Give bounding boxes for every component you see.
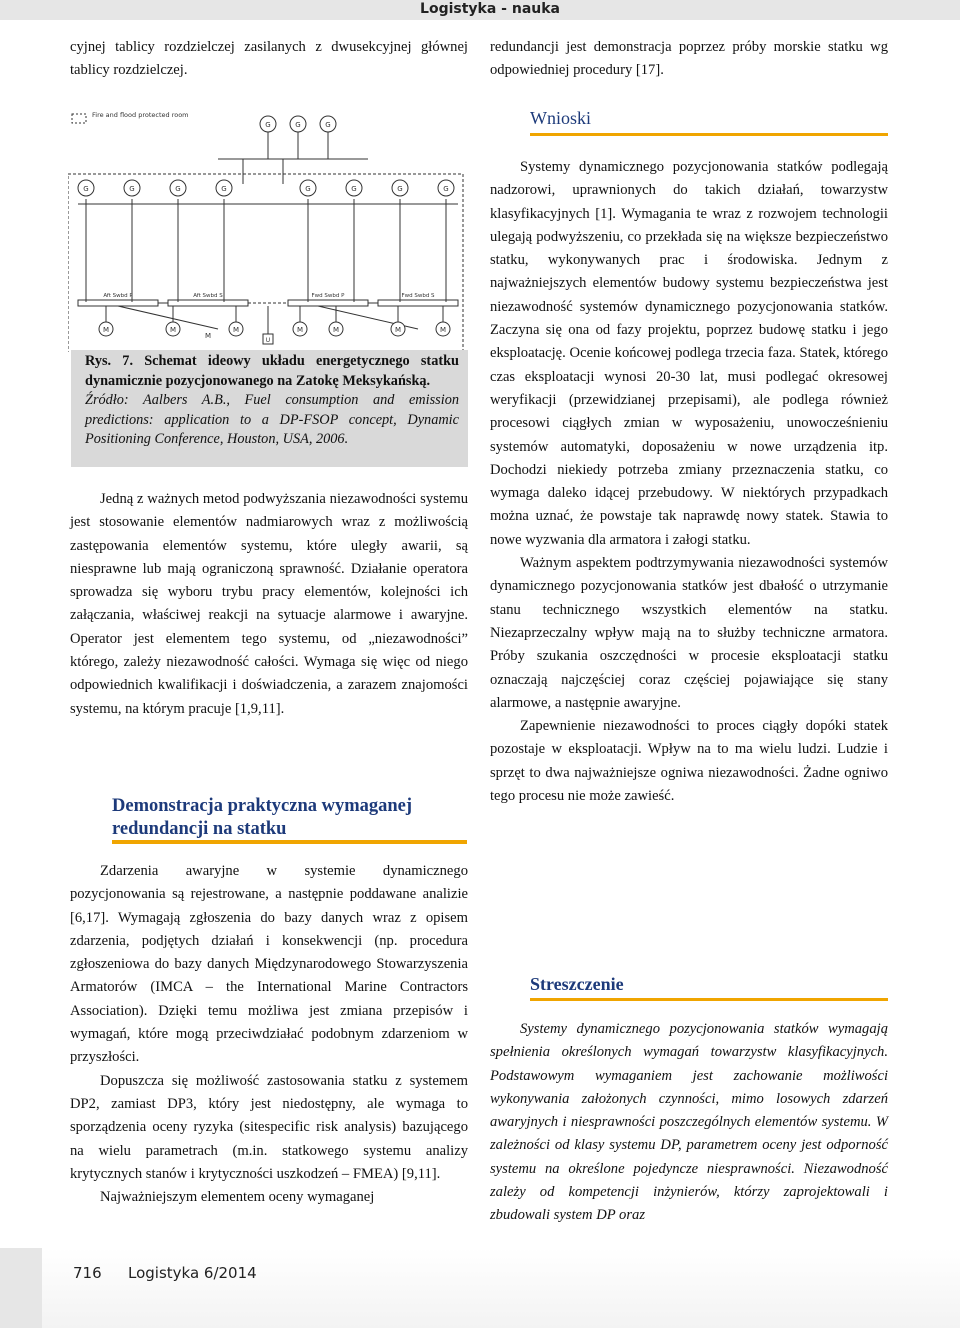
left-intro-text: cyjnej tablicy rozdzielczej zasilanych z dwusekcyjnej głównej tablicy rozdzielczej. [70, 39, 468, 79]
left-heading-underline [112, 840, 467, 844]
power-system-diagram [68, 104, 468, 352]
gen-2: G [129, 185, 135, 193]
left-para-1: Jedną z ważnych metod podwyższania niezawodności systemu jest stosowanie elementów nadmiarowych wraz z możliwością zastępowania elementów systemu, które uległy awarii, są niesprawne lub mają ograniczoną sprawność. Działanie operatora sprowadza się wyboru trybu pracy elementów, kolejności ich załączania, właściwej reakcji na sytuacje alarmowe i awaryjne. Operator jest elementem tego systemu, od „niezawodności” którego, zależy niezawodność całości. Wymaga się więc od niego odpowiednich kwalifikacji i doświadczenia, a zarazem znajomości systemu, na którym pracuje [1,9,11]. [70, 491, 468, 717]
caption-title: Schemat ideowy układu energetycznego statku dynamicznie pozycjonowanego na Zatokę Meksykańską. [85, 353, 460, 389]
footer-shade [42, 1248, 960, 1328]
gen-7: G [397, 185, 403, 193]
swbd-label-4: Fwd Swbd S [401, 293, 435, 299]
legend-box [72, 114, 86, 123]
journal-name: Logistyka 6/2014 [128, 1264, 257, 1282]
small-gen-1: G [265, 121, 271, 129]
right-para-3: Zapewnienie niezawodności to proces ciągły dopóki statek pozostaje w eksploatacji. Wpływ na to ma wielu ludzi. Ludzie i sprzęt to dwa najważniejsze ogniwa niezawodności. Żadne ogniwo tego procesu nie może zawieść. [490, 718, 888, 805]
motor-6: M [394, 326, 402, 334]
right-intro-text: redundancji jest demonstracja poprzez próby morskie statku wg odpowiedniej procedury [17]. [490, 39, 888, 79]
motor-1: M [102, 326, 110, 334]
motor-u: U [265, 337, 271, 344]
gen-5: G [305, 185, 311, 193]
gen-4: G [221, 185, 227, 193]
small-gen-2: G [295, 121, 301, 129]
footer-left-bar [0, 1248, 42, 1328]
header-bar [0, 0, 960, 20]
page-number: 716 [73, 1264, 102, 1282]
header-title: Logistyka - nauka [420, 1, 560, 17]
left-body-2 [70, 860, 468, 1209]
left-para-3: Dopuszcza się możliwość zastosowania statku z systemem DP2, zamiast DP3, który jest niedostępny, ale wymaga to sporządzenia oceny ryzyka (sitespecific risk analysis) bazującego na wielu parametrach (m.in. statkowego systemu analizy krytycznych stanów i krytyczności uszkodzeń – FMEA) [9,11]. [70, 1072, 468, 1182]
right-heading-1: Wnioski [530, 108, 591, 128]
gen-8: G [443, 185, 449, 193]
gen-6: G [351, 185, 357, 193]
motor-3: M [232, 326, 240, 334]
left-intro [70, 36, 468, 83]
figure-caption [85, 352, 459, 450]
right-heading-2-underline [530, 998, 888, 1001]
motor-2: M [169, 326, 177, 334]
caption-label: Rys. 7. [85, 353, 134, 369]
gen-1: G [83, 185, 89, 193]
gen-3: G [175, 185, 181, 193]
motor-4: M [296, 326, 304, 334]
swbd-label-2: Aft Swbd S [193, 293, 223, 299]
right-body [490, 156, 888, 808]
caption-source-lead: Źródło: Aalbers A.B. [85, 392, 227, 409]
abstract [490, 1018, 888, 1228]
right-intro [490, 36, 888, 83]
right-heading-1-underline [530, 133, 888, 136]
left-heading: Demonstracja praktyczna wymaganej redundancji na statku [112, 796, 413, 839]
swbd-label-3: Fwd Swbd P [311, 293, 345, 299]
right-para-1: Systemy dynamicznego pozycjonowania statków podlegają nadzorowi, uprawnionych do takich działań, towarzystw klasyfikacyjnych [1]. Wymagania te wraz z rozwojem technologii ulegają podwyższeniu, co przekłada się na większe bezpieczeństwo statku, wykonywanych prac i środowiska. Jednym z najważniejszych elementów budowy systemu bezpieczeństwa jest niezawodność systemów dynamicznego pozycjonowania statków. Zaczyna się ona od fazy projektu, poprzez budowę statku i jego eksploatację. Ocenie końcowej podlega trzecia faza. Statek, którego czas eksploatacji wynosi 20-30 lat, musi podlegać okresowej weryfikacji (przewidzianej przepisami), ale podlega również procesowi ciągłych zmian w wyposażeniu, unowocześnieniu systemów automatyki, doposażeniu w nowe urządzenia itp. Dochodzi niekiedy potrzeba zmiany przeznaczenia statku, co wymaga daleko idącej przebudowy. W niektórych przypadkach można uznać, że powstaje tak naprawdę nowy statek. Stawia to nowe wyzwania dla armatora i załogi statku. [490, 159, 888, 548]
swbd-label-1: Aft Swbd P [103, 293, 133, 299]
motor-7: M [439, 326, 447, 334]
legend-label: Fire and flood protected room [92, 111, 189, 119]
abstract-text: Systemy dynamicznego pozycjonowania statków wymagają spełnienia określonych wymagań towarzystw klasyfikacyjnych. Podstawowym wymaganiem jest zachowanie możliwości wykonywania założonych czynności, mimo losowych zdarzeń awaryjnych i niesprawności poszczególnych elementów systemu. W zależności od klasy systemu DP, parametrem oceny jest odporność systemu na określone pojedyncze niesprawności. Niezawodność zależy od kompetencji inżynierów, którzy zaprojektowali i zbudowali system DP oraz [490, 1021, 888, 1224]
motor-5: M [332, 326, 340, 334]
left-para-4: Najważniejszym elementem oceny wymaganej [100, 1189, 375, 1206]
left-para-2: Zdarzenia awaryjne w systemie dynamicznego pozycjonowania są rejestrowane, a następnie poddawane analizie [6,17]. Wymagają zgłoszenia do bazy danych wraz z opisem zdarzenia, podjętych działań i konsekwencji (np. procedura zgłoszeniowa do bazy danych Międzynarodowego Stowarzyszenia Armatorów (IMCA – the International Marine Contractors Association). Dzięki temu możliwa jest zmiana przepisów i wymagań, które mogą przeciwdziałać podobnym zdarzeniom w przyszłości. [70, 863, 468, 1066]
motor-8: M [204, 332, 212, 340]
right-para-2: Ważnym aspektem podtrzymywania niezawodności systemów dynamicznego pozycjonowania statków jest dbałość o utrzymanie stanu technicznego wszystkich elementów na statku. Niezaprzeczalny wpływ mają na to służby techniczne armatora. Próby szukania oszczędności w procesie eksploatacji statku oznaczają najczęściej coraz częściej pojawiające się stany alarmowe, a następnie awaryjne. [490, 555, 888, 711]
figure-caption-box [71, 350, 468, 467]
small-gen-3: G [325, 121, 331, 129]
left-body-1 [70, 488, 468, 721]
right-heading-2: Streszczenie [530, 974, 624, 994]
caption-source: , Fuel consumption and emission predictions: application to a DP-FSOP concept, Dynamic Positioning Conference, Houston, USA, 2006. [85, 392, 459, 448]
